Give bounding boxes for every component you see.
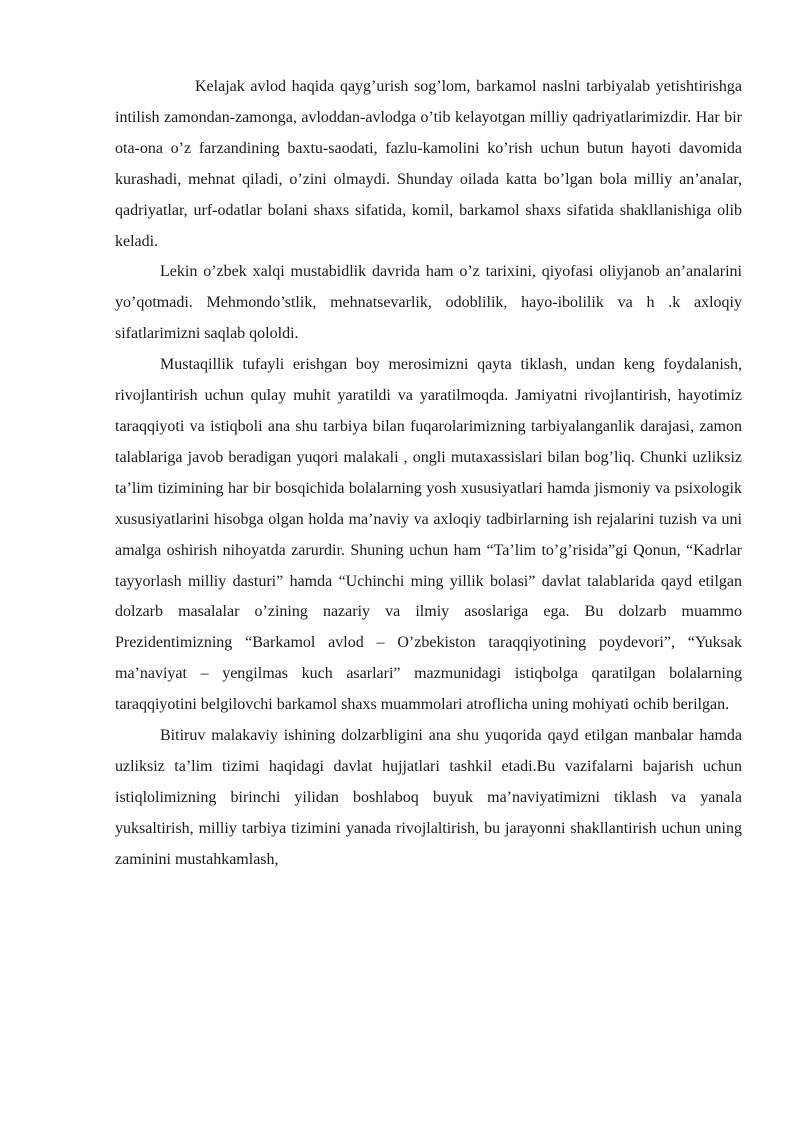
paragraph-4: Bitiruv malakaviy ishining dolzarbligini ana shu yuqorida qayd etilgan manbalar hamda uzliksiz ta’lim tizimi haqidagi davlat hujjatlari tashkil etadi.Bu vazifalarni bajarish uchun istiqlolimizning birinchi yilidan boshlaboq buyuk ma’naviyatimizni tiklash va yanala yuksaltirish, milliy tarbiya tizimini yanada rivojlaltirish, bu jarayonni shakllantirish uchun uning zaminini mustahkamlash, [115,727,742,868]
paragraph-2: Lekin o’zbek xalqi mustabidlik davrida ham o’z tarixini, qiyofasi oliyjanob an’analarini yo’qotmadi. Mehmondo’stlik, mehnatsevarlik, odoblilik, hayo-ibolilik va h .k axloqiy sifatlarimizni saqlab qololdi. [115,263,742,343]
paragraph-1: Kelajak avlod haqida qayg’urish sog’lom, barkamol naslni tarbiyalab yetishtirishga intilish zamondan-zamonga, avloddan-avlodga o’tib kelayotgan milliy qadriyatlarimizdir. Har bir ota-ona o’z farzandining baxtu-saodati, fazlu-kamolini ko’rish uchun butun hayoti davomida kurashadi, mehnat qiladi, o’zini olmaydi. Shunday oilada katta bo’lgan bola milliy an’analar, qadriyatlar, urf-odatlar bolani shaxs sifatida, komil, barkamol shaxs sifatida shakllanishiga olib keladi. [115,78,742,250]
document-page [115,72,742,876]
paragraph-3: Mustaqillik tufayli erishgan boy merosimizni qayta tiklash, undan keng foydalanish, rivojlantirish uchun qulay muhit yaratildi va yaratilmoqda. Jamiyatni rivojlantirish, hayotimiz taraqqiyoti va istiqboli ana shu tarbiya bilan fuqarolarimizning tarbiyalanganlik darajasi, zamon talablariga javob beradigan yuqori malakali , ongli mutaxassislari bilan bog’liq. Chunki uzliksiz ta’lim tizimining har bir bosqichida bolalarning yosh xususiyatlari hamda jismoniy va psixologik xususiyatlarini hisobga olgan holda ma’naviy va axloqiy tadbirlarning ish rejalarini tuzish va uni amalga oshirish nihoyatda zarurdir. Shuning uchun ham “Ta’lim to’g’risida”gi Qonun, “Kadrlar tayyorlash milliy dasturi” hamda “Uchinchi ming yillik bolasi” davlat talablarida qayd etilgan dolzarb masalalar o’zining nazariy va ilmiy asoslariga ega. Bu dolzarb muammo Prezidentimizning “Barkamol avlod – O’zbekiston taraqqiyotining poydevori”, “Yuksak ma’naviyat – yengilmas kuch asarlari” mazmunidagi istiqbolga qaratilgan bolalarning taraqqiyotini belgilovchi barkamol shaxs muammolari atroflicha uning mohiyati ochib berilgan. [115,356,742,714]
